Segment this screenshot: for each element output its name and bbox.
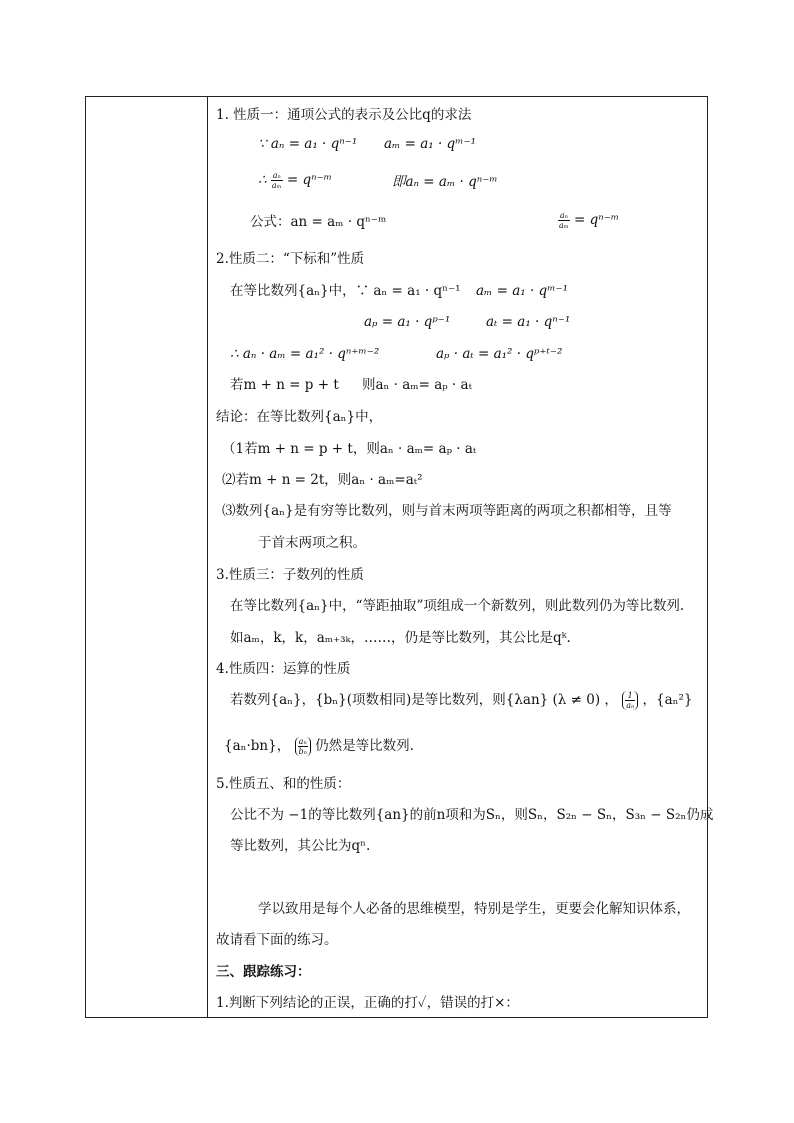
fraction: $\frac{\text{aₙ}}{\text{aₘ}}$	[559, 211, 569, 230]
exercise-question: 1.判断下列结论的正误，正确的打✓，错误的打×：	[216, 995, 519, 1011]
formula: aₚ = a₁ · qᵖ⁻¹	[364, 314, 451, 330]
formula: 公式：an = aₘ · qⁿ⁻ᵐ	[250, 214, 387, 230]
fraction-set: $\frac{1}{\text{aₙ}}$	[622, 691, 638, 710]
conclusion-item: （1若m + n = p + t，则aₙ · aₘ= aₚ · aₜ	[222, 441, 477, 457]
paragraph: 如aₘ，k，k，aₘ₊₃ₖ，……，仍是等比数列，其公比是qᵏ.	[230, 630, 571, 646]
formula: 即aₙ = aₘ · qⁿ⁻ᵐ	[392, 174, 498, 190]
formula: 则aₙ · aₘ= aₚ · aₜ	[362, 377, 472, 393]
content-cell	[216, 97, 714, 1017]
property2-heading: 2.性质二：“下标和”性质	[216, 251, 365, 267]
formula: ∵ aₙ = a₁ · qⁿ⁻¹	[258, 136, 358, 152]
formula: $\frac{\text{aₙ}}{\text{aₘ}}$ = qⁿ⁻ᵐ	[559, 211, 620, 230]
section-heading: 三、跟踪练习：	[216, 964, 311, 980]
conclusion-item: 于首末两项之积。	[258, 535, 366, 551]
conclusion-item: ⑶数列{aₙ}是有穷等比数列，则与首末两项等距离的两项之积都相等，且等	[222, 503, 672, 519]
formula: ∴ aₙ · aₘ = a₁² · qⁿ⁺ᵐ⁻²	[230, 346, 380, 362]
property5-heading: 5.性质五、和的性质：	[216, 776, 351, 792]
paragraph: 等比数列，其公比为qⁿ.	[230, 838, 371, 854]
formula: aₘ = a₁ · qᵐ⁻¹	[384, 136, 477, 152]
conclusion-item: ⑵若m + n = 2t，则aₙ · aₘ=aₜ²	[222, 472, 423, 488]
fraction: $\frac{\text{aₙ}}{\text{aₘ}}$	[271, 171, 282, 190]
paragraph: 若数列{aₙ}，{bₙ}(项数相同)是等比数列，则{λan} (λ ≠ 0) ， $\frac{1}{\text{aₙ}}$ ，{aₙ²}	[230, 691, 693, 710]
conclusion: 结论：在等比数列{aₙ}中，	[216, 409, 383, 425]
formula: 若m + n = p + t	[230, 377, 339, 393]
content-table	[85, 96, 714, 1018]
formula: aₚ · aₜ = a₁² · qᵖ⁺ᵗ⁻²	[436, 346, 563, 362]
property1-heading: 1. 性质一：通项公式的表示及公比q的求法	[216, 107, 472, 123]
paragraph: 公比不为 −1的等比数列{an}的前n项和为Sₙ，则Sₙ，S₂ₙ − Sₙ，S₃ₙ − S₂ₙ仍成	[230, 807, 714, 823]
formula: aₜ = a₁ · qⁿ⁻¹	[486, 314, 571, 330]
paragraph: {aₙ·bn}， $\frac{\text{aₙ}}{\text{bₙ}}$ 仍然是等比数列.	[224, 737, 414, 756]
column-divider	[207, 97, 208, 1017]
formula: aₘ = a₁ · qᵐ⁻¹	[476, 283, 569, 299]
paragraph: 学以致用是每个人必备的思维模型，特别是学生，更要会化解知识体系，	[258, 901, 690, 917]
formula: 在等比数列{aₙ}中，∵ aₙ = a₁ · qⁿ⁻¹	[230, 283, 461, 299]
property3-heading: 3.性质三：子数列的性质	[216, 567, 364, 583]
paragraph: 故请看下面的练习。	[216, 932, 338, 948]
property4-heading: 4.性质四：运算的性质	[216, 661, 351, 677]
formula: ∴ $\frac{\text{aₙ}}{\text{aₘ}}$ = qⁿ⁻ᵐ	[258, 171, 332, 190]
paragraph: 在等比数列{aₙ}中，“等距抽取”项组成一个新数列，则此数列仍为等比数列.	[230, 598, 685, 614]
fraction-set: $\frac{\text{aₙ}}{\text{bₙ}}$	[295, 737, 311, 756]
